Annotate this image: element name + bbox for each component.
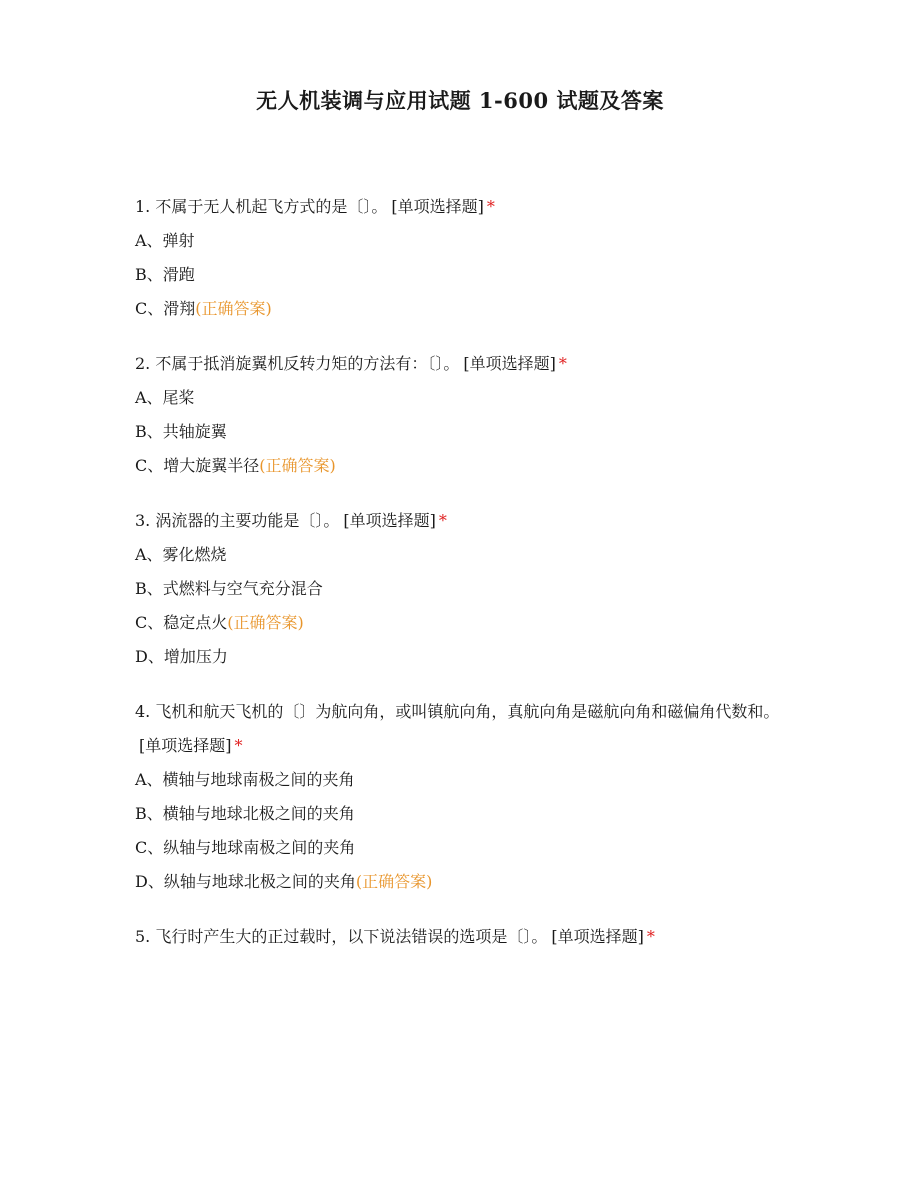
correct-answer-mark: (正确答案) — [227, 613, 304, 632]
option-a: A、雾化燃烧 — [135, 545, 227, 564]
question-number: 5. — [135, 927, 151, 946]
question-list — [135, 190, 790, 975]
question-text — [135, 504, 790, 538]
question-type: [单项选择题] — [343, 511, 436, 530]
option-b: B、滑跑 — [135, 265, 195, 284]
option-c: C、增大旋翼半径(正确答案) — [135, 456, 336, 475]
correct-answer-mark: (正确答案) — [195, 299, 272, 318]
question-3 — [135, 504, 790, 674]
question-stem: 不属于无人机起飞方式的是〔〕。 — [155, 197, 388, 216]
required-mark: * — [646, 927, 655, 946]
question-5 — [135, 920, 790, 954]
option-a: A、弹射 — [135, 231, 195, 250]
question-4 — [135, 695, 790, 899]
option-b: B、横轴与地球北极之间的夹角 — [135, 804, 355, 823]
option-b: B、式燃料与空气充分混合 — [135, 579, 323, 598]
question-stem: 飞机和航天飞机的〔〕为航向角，或叫镇航向角，真航向角是磁航向角和磁偏角代数和。 — [155, 702, 780, 721]
question-type: [单项选择题] — [391, 197, 484, 216]
option-c: C、滑翔(正确答案) — [135, 299, 272, 318]
question-type: [单项选择题] — [551, 927, 644, 946]
option-d: D、纵轴与地球北极之间的夹角(正确答案) — [135, 872, 433, 891]
document-title: 无人机装调与应用试题 1-600 试题及答案 — [256, 88, 664, 113]
option-c: C、纵轴与地球南极之间的夹角 — [135, 838, 356, 857]
question-text — [135, 190, 790, 224]
question-1 — [135, 190, 790, 326]
question-text — [135, 347, 790, 381]
option-d: D、增加压力 — [135, 647, 228, 666]
question-number: 3. — [135, 511, 151, 530]
question-2 — [135, 347, 790, 483]
option-a: A、横轴与地球南极之间的夹角 — [135, 770, 355, 789]
question-number: 2. — [135, 354, 151, 373]
question-number: 1. — [135, 197, 151, 216]
correct-answer-mark: (正确答案) — [259, 456, 336, 475]
question-type: [单项选择题] — [463, 354, 556, 373]
required-mark: * — [438, 511, 447, 530]
correct-answer-mark: (正确答案) — [355, 872, 433, 891]
required-mark: * — [486, 197, 495, 216]
question-text — [135, 920, 790, 954]
required-mark: * — [234, 736, 243, 755]
option-b: B、共轴旋翼 — [135, 422, 227, 441]
required-mark: * — [558, 354, 567, 373]
question-number: 4. — [135, 702, 151, 721]
option-a: A、尾桨 — [135, 388, 195, 407]
option-c: C、稳定点火(正确答案) — [135, 613, 304, 632]
question-stem: 飞行时产生大的正过载时，以下说法错误的选项是〔〕。 — [155, 927, 548, 946]
question-text — [135, 695, 790, 763]
question-stem: 不属于抵消旋翼机反转力矩的方法有：〔〕。 — [155, 354, 460, 373]
question-stem: 涡流器的主要功能是〔〕。 — [155, 511, 340, 530]
question-type: [单项选择题] — [139, 736, 232, 755]
